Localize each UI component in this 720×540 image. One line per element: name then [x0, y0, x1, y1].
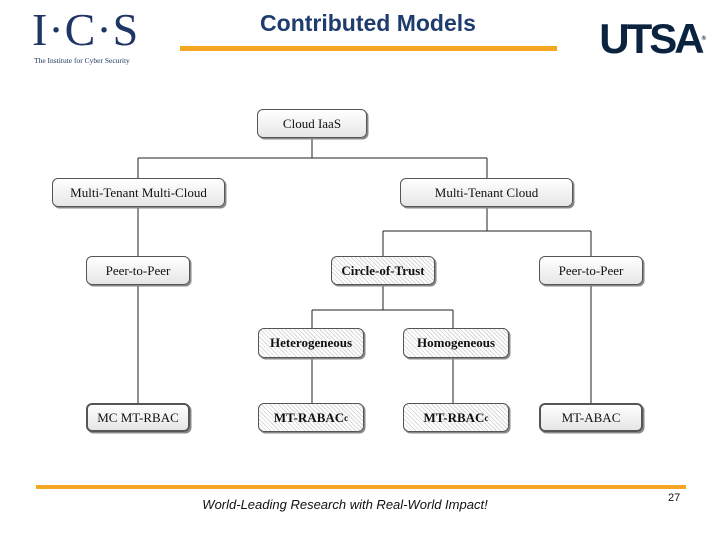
node-circle-of-trust: Circle-of-Trust [331, 256, 435, 285]
node-multi-tenant-cloud: Multi-Tenant Cloud [400, 178, 573, 207]
node-mt-rbac-label: MT-RBAC [423, 409, 485, 425]
ics-logo-letters: I·C·S [32, 4, 140, 55]
node-mc-mt-rbac: MC MT-RBAC [86, 403, 190, 432]
node-mt-rabac [258, 403, 364, 432]
footer-rule [36, 485, 686, 489]
node-mt-rbac [403, 403, 509, 432]
slide-title: Contributed Models [260, 10, 476, 36]
node-heterogeneous: Heterogeneous [258, 328, 364, 358]
node-mt-rbac-subscript: c [484, 412, 489, 423]
node-peer-to-peer-left: Peer-to-Peer [86, 256, 190, 285]
node-multi-tenant-multi-cloud: Multi-Tenant Multi-Cloud [52, 178, 225, 207]
node-cloud-iaas: Cloud IaaS [257, 109, 367, 138]
node-mt-rabac-subscript: c [344, 412, 349, 423]
node-mt-rabac-label: MT-RABAC [273, 409, 345, 425]
node-peer-to-peer-right: Peer-to-Peer [539, 256, 643, 285]
footer-tagline: World-Leading Research with Real-World Impact! [202, 497, 488, 512]
utsa-registered-mark: ® [701, 36, 706, 42]
ics-logo-subtitle: The Institute for Cyber Security [34, 56, 130, 65]
utsa-logo-text: UTSA [599, 15, 702, 62]
page-number: 27 [668, 492, 681, 504]
node-homogeneous: Homogeneous [403, 328, 509, 358]
node-mt-abac: MT-ABAC [539, 403, 643, 432]
